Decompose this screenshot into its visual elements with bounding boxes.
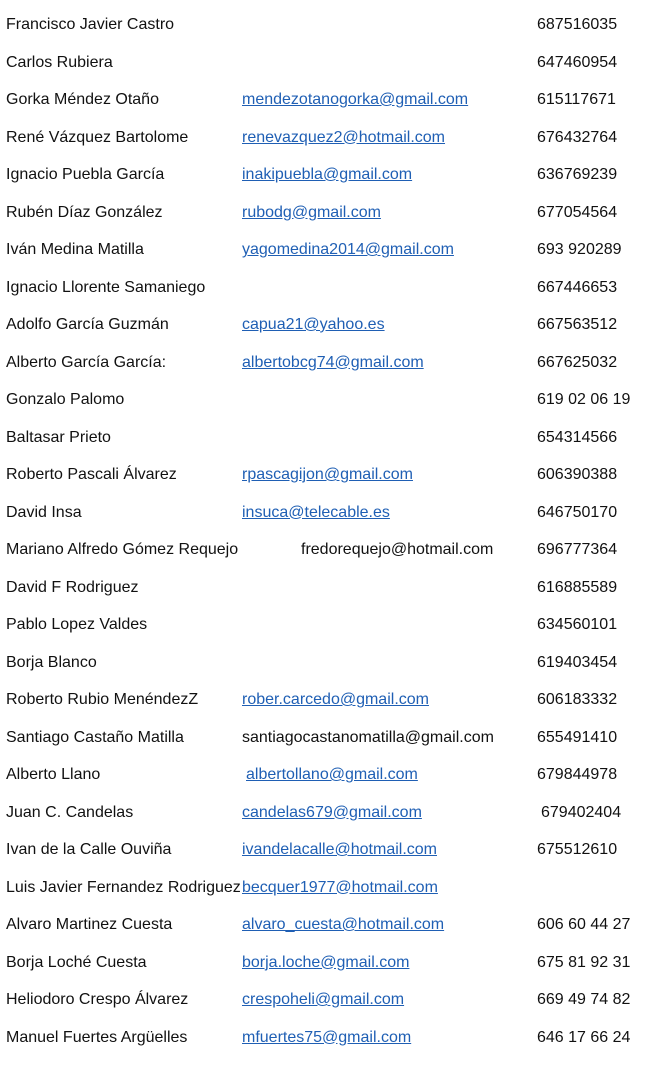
contact-name: Roberto Rubio MenéndezZ [6, 691, 199, 708]
contact-row [0, 426, 658, 450]
contact-name: Ignacio Puebla García [6, 166, 165, 183]
contact-name: Iván Medina Matilla [6, 241, 144, 258]
contact-name: Ivan de la Calle Ouviña [6, 841, 172, 858]
contact-phone: 675512610 [537, 841, 618, 858]
contact-phone: 687516035 [537, 16, 618, 33]
contact-name: Roberto Pascali Álvarez [6, 466, 177, 483]
contact-phone: 606390388 [537, 466, 618, 483]
contact-row [0, 876, 658, 900]
contact-row [0, 126, 658, 150]
contact-email: santiagocastanomatilla@gmail.com [242, 728, 494, 746]
contact-phone: 667446653 [537, 278, 618, 296]
contact-name: Heliodoro Crespo Álvarez [6, 991, 189, 1008]
contact-name: Francisco Javier Castro [6, 16, 175, 33]
contact-row [0, 501, 658, 525]
contact-name: Santiago Castaño Matilla [6, 728, 184, 746]
contact-phone: 676432764 [537, 128, 618, 146]
contact-name: Alberto García García: [6, 353, 167, 371]
contact-row [0, 726, 658, 750]
contact-row [0, 51, 658, 75]
contact-name: David F Rodriguez [6, 578, 139, 596]
contact-email: fredorequejo@hotmail.com [301, 541, 494, 558]
contact-email-link[interactable]: renevazquez2@hotmail.com [242, 128, 446, 146]
contact-row [0, 388, 658, 412]
contact-email-link[interactable]: mendezotanogorka@gmail.com [242, 91, 469, 108]
contact-phone: 667563512 [537, 316, 618, 333]
contact-row [0, 313, 658, 337]
contact-phone: 667625032 [537, 353, 618, 371]
contact-row [0, 13, 658, 37]
contact-name: Gonzalo Palomo [6, 391, 125, 408]
contact-name: Adolfo García Guzmán [6, 316, 169, 333]
contact-email-link[interactable]: rober.carcedo@gmail.com [242, 691, 429, 708]
contact-row [0, 801, 658, 825]
contact-name: Luis Javier Fernandez Rodriguez [6, 878, 241, 896]
contact-row [0, 276, 658, 300]
contact-phone: 679844978 [537, 766, 618, 783]
contact-phone: 669 49 74 82 [537, 991, 631, 1008]
contact-email-link[interactable]: yagomedina2014@gmail.com [242, 241, 454, 258]
contact-name: Alberto Llano [6, 766, 101, 783]
contact-row [0, 238, 658, 262]
contact-email-link[interactable]: candelas679@gmail.com [242, 803, 422, 821]
contact-phone: 619 02 06 19 [537, 391, 631, 408]
contact-row [0, 88, 658, 112]
contact-email-link[interactable]: ivandelacalle@hotmail.com [242, 841, 437, 858]
contact-name: Carlos Rubiera [6, 53, 113, 71]
contact-phone: 615117671 [537, 91, 616, 108]
contact-phone: 634560101 [537, 616, 618, 633]
contact-email-link[interactable]: rpascagijon@gmail.com [242, 466, 413, 483]
contact-name: René Vázquez Bartolome [6, 128, 189, 146]
contact-row [0, 1026, 658, 1050]
contact-name: Borja Loché Cuesta [6, 953, 147, 971]
contact-row [0, 201, 658, 225]
contact-phone: 693 920289 [537, 241, 622, 258]
contact-phone: 606183332 [537, 691, 618, 708]
contact-row [0, 688, 658, 712]
contact-phone: 654314566 [537, 428, 618, 446]
contact-row [0, 838, 658, 862]
contact-email-link[interactable]: albertobcg74@gmail.com [242, 353, 424, 371]
contact-phone: 677054564 [537, 203, 618, 221]
contact-row [0, 951, 658, 975]
contact-name: Pablo Lopez Valdes [6, 616, 148, 633]
contact-phone: 606 60 44 27 [537, 916, 631, 933]
contact-phone: 679402404 [541, 803, 622, 821]
contact-email-link[interactable]: borja.loche@gmail.com [242, 953, 410, 971]
contact-name: Gorka Méndez Otaño [6, 91, 159, 108]
contact-email-link[interactable]: mfuertes75@gmail.com [242, 1028, 412, 1046]
contact-email-link[interactable]: albertollano@gmail.com [246, 766, 418, 783]
contact-name: Alvaro Martinez Cuesta [6, 916, 173, 933]
contact-row [0, 538, 658, 562]
contact-phone: 655491410 [537, 728, 618, 746]
contact-email-link[interactable]: capua21@yahoo.es [242, 316, 385, 333]
contact-phone: 696777364 [537, 541, 618, 558]
contact-row [0, 163, 658, 187]
contact-phone: 675 81 92 31 [537, 953, 631, 971]
contact-row [0, 351, 658, 375]
contact-row [0, 988, 658, 1012]
contact-row [0, 651, 658, 675]
contact-name: Baltasar Prieto [6, 428, 111, 446]
contact-name: Borja Blanco [6, 653, 97, 671]
contact-phone: 646750170 [537, 503, 618, 521]
contact-row [0, 913, 658, 937]
contact-phone: 647460954 [537, 53, 618, 71]
contact-name: Mariano Alfredo Gómez Requejo [6, 541, 239, 558]
contact-row [0, 576, 658, 600]
contact-row [0, 463, 658, 487]
contact-email-link[interactable]: alvaro_cuesta@hotmail.com [242, 916, 445, 933]
contact-phone: 616885589 [537, 578, 618, 596]
contact-name: Manuel Fuertes Argüelles [6, 1028, 188, 1046]
contact-phone: 636769239 [537, 166, 618, 183]
contact-name: Juan C. Candelas [6, 803, 134, 821]
contact-row [0, 763, 658, 787]
contact-email-link[interactable]: inakipuebla@gmail.com [242, 166, 413, 183]
contact-row [0, 613, 658, 637]
contact-name: Ignacio Llorente Samaniego [6, 278, 206, 296]
contact-name: Rubén Díaz González [6, 203, 163, 221]
contact-email-link[interactable]: insuca@telecable.es [242, 503, 390, 521]
contact-email-link[interactable]: crespoheli@gmail.com [242, 991, 405, 1008]
contact-phone: 619403454 [537, 653, 618, 671]
contact-email-link[interactable]: becquer1977@hotmail.com [242, 878, 438, 896]
contact-name: David Insa [6, 503, 82, 521]
contact-phone: 646 17 66 24 [537, 1028, 631, 1046]
contact-email-link[interactable]: rubodg@gmail.com [242, 203, 381, 221]
